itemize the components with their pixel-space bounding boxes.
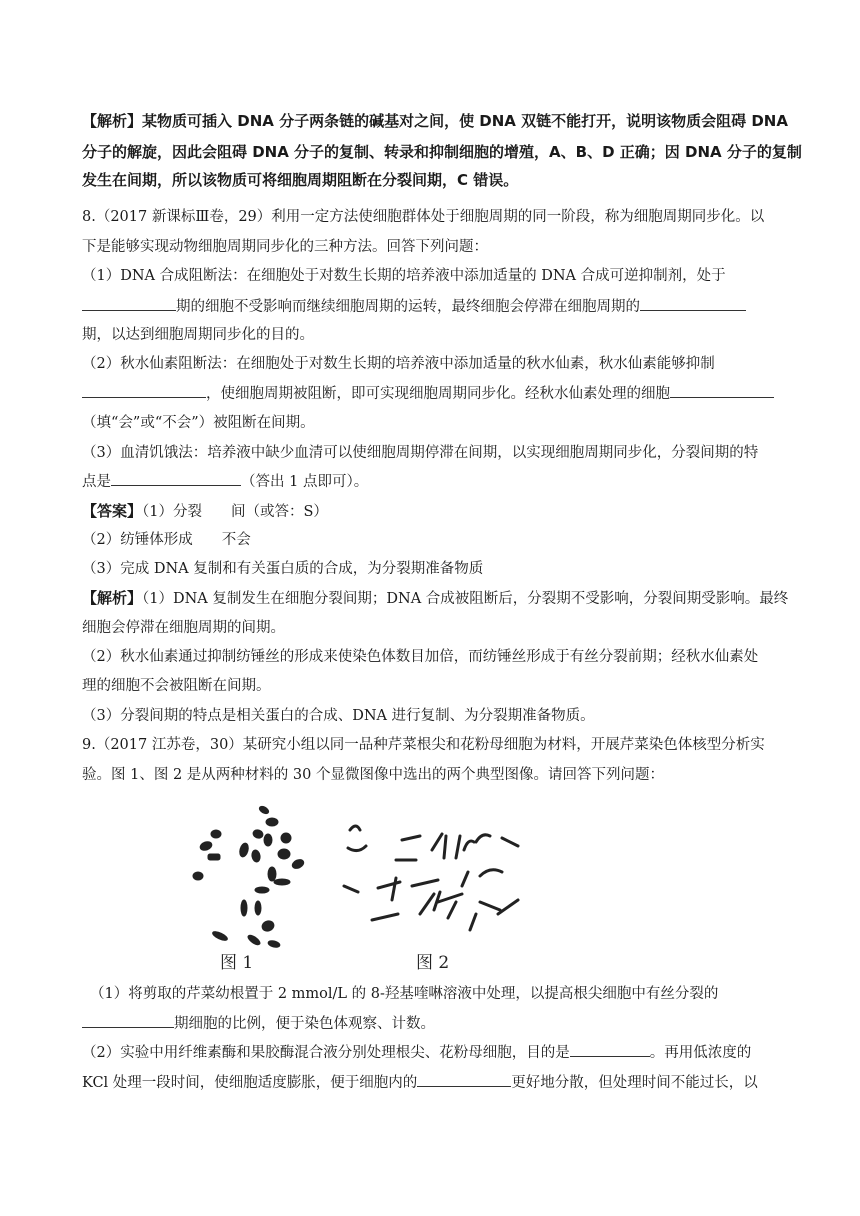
q9-part2-line-2: KCl 处理一段时间，使细胞适度膨胀，便于细胞内的 更好地分散，但处理时间不能过长，以 bbox=[82, 1072, 786, 1093]
analysis-tag: 【解析】 bbox=[82, 112, 143, 130]
q8-part1-line-2: 期的细胞不受影响而继续细胞周期的运转，最终细胞会停滞在细胞周期的 bbox=[82, 296, 786, 317]
answer-blank bbox=[82, 296, 176, 311]
q8-analysis-line-4: 理的细胞不会被阻断在间期。 bbox=[82, 678, 271, 694]
q8-part1-line-3: 期，以达到细胞周期同步化的目的。 bbox=[82, 327, 314, 343]
analysis-line-2: 分子的解旋，因此会阻碍 DNA 分子的复制、转录和抑制细胞的增殖，A、B、D 正确；因 DNA 分子的复制 bbox=[82, 143, 802, 161]
q8-answer-line-1: 【答案】（1）分裂 间（或答：S） bbox=[82, 502, 328, 520]
figure-2-chromosomes bbox=[344, 826, 518, 930]
chromosome-figure bbox=[180, 790, 540, 980]
answer-blank bbox=[640, 296, 746, 311]
answer-blank bbox=[82, 383, 206, 398]
answer-blank bbox=[670, 383, 774, 398]
q8-stem-line-1: 8.（2017 新课标Ⅲ卷，29）利用一定方法使细胞群体处于细胞周期的同一阶段，称为细胞周期同步化。以 bbox=[82, 209, 765, 225]
q8-part2-line-1: （2）秋水仙素阻断法：在细胞处于对数生长期的培养液中添加适量的秋水仙素，秋水仙素能够抑制 bbox=[82, 356, 715, 372]
q8-answer-line-3: （3）完成 DNA 复制和有关蛋白质的合成，为分裂期准备物质 bbox=[82, 561, 484, 577]
answer-tag: 【答案】 bbox=[82, 502, 143, 520]
q8-part3-line-2: 点是 （答出 1 点即可）。 bbox=[82, 471, 786, 492]
q8-analysis-line-1: 【解析】（1）DNA 复制发生在细胞分裂间期；DNA 合成被阻断后，分裂期不受影响，分裂间期受影响。最终 bbox=[82, 589, 789, 607]
q8-part3-line-1: （3）血清饥饿法：培养液中缺少血清可以使细胞周期停滞在间期，以实现细胞周期同步化，分裂间期的特 bbox=[82, 445, 759, 461]
answer-blank bbox=[111, 471, 241, 486]
analysis-line-1: 【解析】某物质可插入 DNA 分子两条链的碱基对之间，使 DNA 双链不能打开，说明该物质会阻碍 DNA bbox=[82, 112, 788, 130]
q8-analysis-line-3: （2）秋水仙素通过抑制纺锤丝的形成来使染色体数目加倍，而纺锤丝形成于有丝分裂前期；经秋水仙素处 bbox=[82, 649, 759, 665]
analysis-tag: 【解析】 bbox=[82, 589, 143, 607]
figure-1-chromosomes bbox=[193, 805, 305, 949]
analysis-line-3: 发生在间期，所以该物质可将细胞周期阻断在分裂间期，C 错误。 bbox=[82, 171, 519, 189]
figure-2-label: 图 2 bbox=[416, 953, 450, 973]
q9-part2-line-1: （2）实验中用纤维素酶和果胶酶混合液分别处理根尖、花粉母细胞，目的是 。再用低浓度的 bbox=[82, 1042, 786, 1063]
q8-part2-line-2: ，使细胞周期被阻断，即可实现细胞周期同步化。经秋水仙素处理的细胞 bbox=[82, 383, 786, 404]
q9-stem-line-2: 验。图 1、图 2 是从两种材料的 30 个显微图像中选出的两个典型图像。请回答下列问题： bbox=[82, 767, 664, 783]
q8-answer-line-2: （2）纺锤体形成 不会 bbox=[82, 532, 251, 548]
q9-part1-line-1: （1）将剪取的芹菜幼根置于 2 mmol/L 的 8-羟基喹啉溶液中处理，以提高根尖细胞中有丝分裂的 bbox=[90, 986, 719, 1002]
q9-stem-line-1: 9.（2017 江苏卷，30）某研究小组以同一品种芹菜根尖和花粉母细胞为材料，开展芹菜染色体核型分析实 bbox=[82, 737, 765, 753]
q8-part1-line-1: （1）DNA 合成阻断法：在细胞处于对数生长期的培养液中添加适量的 DNA 合成可逆抑制剂，处于 bbox=[82, 268, 726, 284]
q8-analysis-line-2: 细胞会停滞在细胞周期的间期。 bbox=[82, 620, 285, 636]
q8-stem-line-2: 下是能够实现动物细胞周期同步化的三种方法。回答下列问题： bbox=[82, 239, 488, 255]
q8-analysis-line-5: （3）分裂间期的特点是相关蛋白的合成、DNA 进行复制、为分裂期准备物质。 bbox=[82, 708, 595, 724]
answer-blank bbox=[417, 1072, 511, 1087]
q9-part1-line-2: 期细胞的比例，便于染色体观察、计数。 bbox=[82, 1013, 786, 1034]
answer-blank bbox=[82, 1013, 174, 1028]
answer-blank bbox=[570, 1042, 650, 1057]
figure-1-label: 图 1 bbox=[220, 953, 254, 973]
chromosome-micrographs bbox=[180, 790, 540, 980]
q8-part2-line-3: （填“会”或“不会”）被阻断在间期。 bbox=[82, 415, 315, 431]
